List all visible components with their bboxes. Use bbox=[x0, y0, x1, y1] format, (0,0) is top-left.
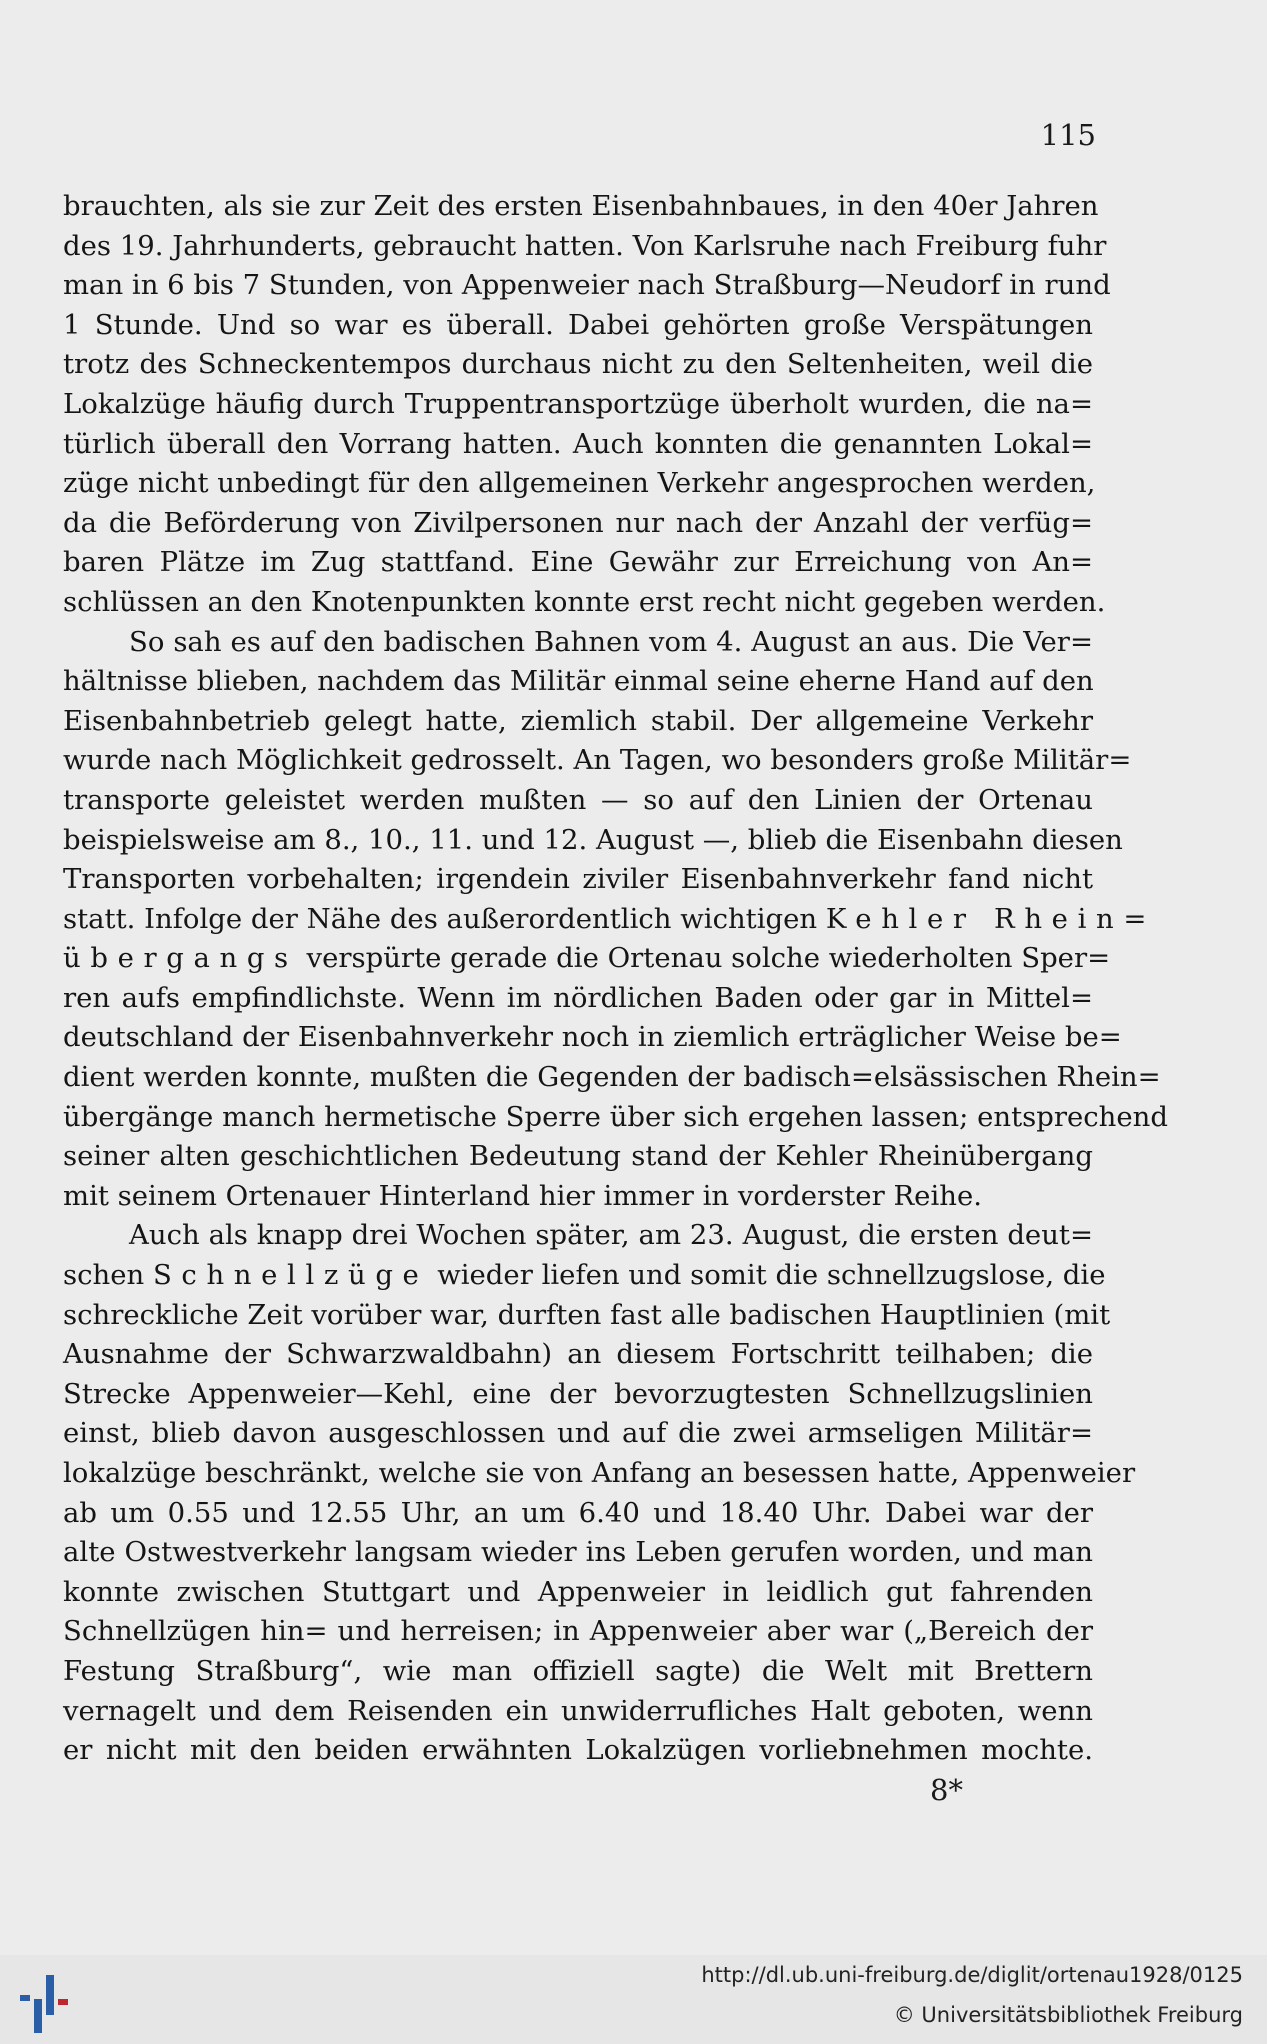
text-line: vernagelt und dem Reisenden ein unwiderrufliches Halt geboten, wenn bbox=[63, 1694, 1093, 1727]
text-line: transporte geleistet werden mußten — so auf den Linien der Ortenau bbox=[63, 783, 1093, 816]
text-line: Transporten vorbehalten; irgendein ziviler Eisenbahnverkehr fand nicht bbox=[63, 863, 1093, 896]
footer-bar bbox=[0, 1955, 1267, 2044]
spaced-emphasis: übergangs bbox=[63, 942, 298, 975]
text-line: konnte zwischen Stuttgart und Appenweier in leidlich gut fahrenden bbox=[63, 1575, 1093, 1608]
library-logo-icon bbox=[16, 1969, 76, 2033]
text-line: Schnellzügen hin= und herreisen; in Appenweier aber war („Bereich der bbox=[63, 1615, 1093, 1648]
spaced-emphasis: Kehler Rhein= bbox=[825, 902, 1156, 935]
text-line bbox=[63, 939, 1111, 979]
text-line: Lokalzüge häufig durch Truppentransportzüge überholt wurden, die na= bbox=[63, 387, 1093, 420]
text-line bbox=[63, 900, 1156, 940]
text-line: beispielsweise am 8., 10., 11. und 12. August —, blieb die Eisenbahn diesen bbox=[63, 823, 1123, 856]
text-line: alte Ostwestverkehr langsam wieder ins Leben gerufen worden, und man bbox=[63, 1536, 1093, 1569]
text-line: ren aufs empfindlichste. Wenn im nördlichen Baden oder gar in Mittel= bbox=[63, 981, 1093, 1014]
text-line: übergänge manch hermetische Sperre über sich ergehen lassen; entsprechend bbox=[63, 1100, 1168, 1133]
text-line: türlich überall den Vorrang hatten. Auch konnten die genannten Lokal= bbox=[63, 427, 1093, 460]
text-line: des 19. Jahrhunderts, gebraucht hatten. Von Karlsruhe nach Freiburg fuhr bbox=[63, 229, 1107, 262]
body-text bbox=[63, 187, 1168, 1771]
text-line: da die Beförderung von Zivilpersonen nur nach der Anzahl der verfüg= bbox=[63, 506, 1093, 539]
text-fragment: wieder liefen und somit die schnellzugslose, die bbox=[437, 1259, 1106, 1292]
text-line: lokalzüge beschränkt, welche sie von Anfang an besessen hatte, Appenweier bbox=[63, 1457, 1136, 1489]
text-line: Eisenbahnbetrieb gelegt hatte, ziemlich stabil. Der allgemeine Verkehr bbox=[63, 704, 1093, 737]
text-line: dient werden konnte, mußten die Gegenden der badisch=elsässischen Rhein= bbox=[63, 1061, 1161, 1094]
signature-mark: 8* bbox=[930, 1773, 963, 1807]
paragraph-2 bbox=[63, 623, 1168, 1217]
text-line: schlüssen an den Knotenpunkten konnte erst recht nicht gegeben werden. bbox=[63, 585, 1106, 618]
text-line: mit seinem Ortenauer Hinterland hier immer in vorderster Reihe. bbox=[63, 1179, 982, 1212]
text-line: wurde nach Möglichkeit gedrosselt. An Tagen, wo besonders große Militär= bbox=[63, 744, 1132, 777]
text-line: baren Plätze im Zug stattfand. Eine Gewähr zur Erreichung von An= bbox=[63, 546, 1093, 579]
text-line: Strecke Appenweier—Kehl, eine der bevorzugtesten Schnellzugslinien bbox=[63, 1377, 1093, 1410]
text-line bbox=[63, 1256, 1106, 1296]
paragraph-3 bbox=[63, 1216, 1136, 1770]
text-line: Ausnahme der Schwarzwaldbahn) an diesem Fortschritt teilhaben; die bbox=[63, 1338, 1093, 1371]
text-fragment: verspürte gerade die Ortenau solche wiederholten Sper= bbox=[306, 942, 1111, 975]
text-line: brauchten, als sie zur Zeit des ersten Eisenbahnbaues, in den 40er Jahren bbox=[63, 190, 1099, 222]
text-line: trotz des Schneckentempos durchaus nicht zu den Seltenheiten, weil die bbox=[63, 348, 1093, 381]
text-line: züge nicht unbedingt für den allgemeinen Verkehr angesprochen werden, bbox=[63, 467, 1096, 500]
text-line: einst, blieb davon ausgeschlossen und auf die zwei armseligen Militär= bbox=[63, 1417, 1093, 1450]
text-fragment: schen bbox=[63, 1259, 145, 1292]
paragraph-1 bbox=[63, 187, 1111, 623]
text-line: deutschland der Eisenbahnverkehr noch in ziemlich erträglicher Weise be= bbox=[63, 1021, 1122, 1054]
text-line: er nicht mit den beiden erwähnten Lokalzügen vorliebnehmen mochte. bbox=[63, 1734, 1093, 1767]
text-fragment: statt. Infolge der Nähe des außerordentlich wichtigen bbox=[63, 902, 818, 935]
text-line: man in 6 bis 7 Stunden, von Appenweier nach Straßburg—Neudorf in rund bbox=[63, 269, 1111, 302]
text-line: 1 Stunde. Und so war es überall. Dabei gehörten große Verspätungen bbox=[63, 308, 1093, 341]
text-line: schreckliche Zeit vorüber war, durften fast alle badischen Hauptlinien (mit bbox=[63, 1298, 1111, 1331]
text-line: hältnisse blieben, nachdem das Militär einmal seine eherne Hand auf den bbox=[63, 665, 1094, 698]
page-number: 115 bbox=[1040, 118, 1096, 152]
text-line: seiner alten geschichtlichen Bedeutung stand der Kehler Rheinübergang bbox=[63, 1140, 1093, 1173]
text-line: So sah es auf den badischen Bahnen vom 4. August an aus. Die Ver= bbox=[129, 625, 1093, 658]
copyright-notice: © Universitätsbibliothek Freiburg bbox=[893, 2003, 1243, 2027]
text-line: ab um 0.55 und 12.55 Uhr, an um 6.40 und 18.40 Uhr. Dabei war der bbox=[63, 1496, 1093, 1529]
text-line: Auch als knapp drei Wochen später, am 23. August, die ersten deut= bbox=[129, 1219, 1093, 1252]
source-url-link[interactable]: http://dl.ub.uni-freiburg.de/diglit/ortenau1928/0125 bbox=[701, 1963, 1243, 1987]
text-line: Festung Straßburg“, wie man offiziell sagte) die Welt mit Brettern bbox=[63, 1654, 1093, 1687]
spaced-emphasis: Schnellzüge bbox=[152, 1259, 429, 1292]
